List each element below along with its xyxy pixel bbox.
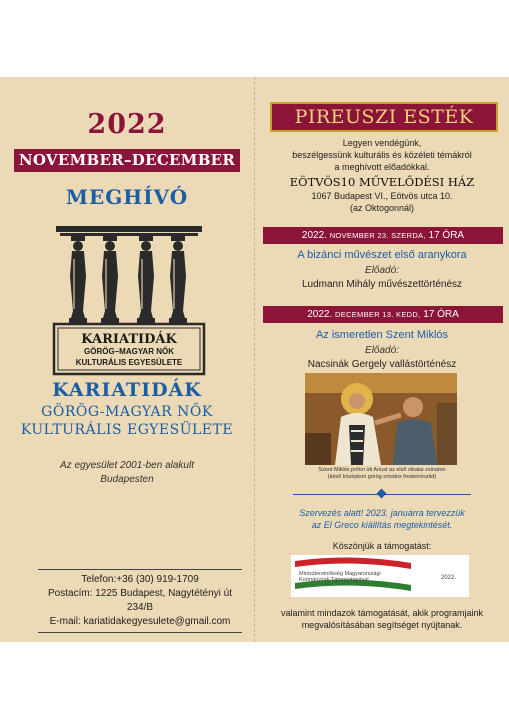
caption-line2: (késő középkori görög ortodox freskórészlet) — [327, 474, 437, 480]
note-line2: az El Greco kiállítás megtekintését. — [311, 520, 453, 530]
note-line1: Szervezés alatt! 2023. januárra tervezzük — [299, 508, 465, 518]
intro-line3: a meghívott előadókkal. — [334, 162, 430, 172]
caption-line1: Szent Miklós pofon üti Ariust az első nikaiai zsinaton — [318, 467, 446, 473]
org-name: KARIATIDÁK — [52, 379, 202, 401]
invite-heading: MEGHÍVÓ — [65, 185, 189, 209]
event-2-presenter: Nacsinák Gergely vallástörténész — [307, 359, 457, 370]
caryatids-logo — [50, 224, 208, 376]
event-1-time: 17 ÓRA — [428, 230, 465, 241]
event-1-presenter-label: Előadó: — [365, 265, 399, 276]
invitation-sheet — [0, 77, 509, 642]
sponsor-line2: Kormányzati Támogatásával — [299, 577, 369, 583]
event-2-date-bar — [263, 306, 503, 323]
event-2-time: 17 ÓRA — [423, 309, 459, 320]
org-subtitle-line2: KULTURÁLIS EGYESÜLETE — [20, 422, 234, 438]
footer-line2: megvalósításában segítséget nyújtanak. — [301, 620, 463, 630]
intro-line1: Legyen vendégünk, — [342, 138, 422, 148]
founded-note — [0, 459, 254, 487]
event-1-date-bar — [263, 227, 503, 244]
event-2-title: Az ismeretlen Szent Miklós — [315, 329, 449, 341]
upcoming-note — [255, 507, 509, 531]
sponsor-logo — [291, 555, 469, 597]
org-subtitle-line1: GÖRÖG-MAGYAR NŐK — [41, 404, 213, 420]
fresco-image — [305, 373, 457, 465]
event-1-title: A bizánci művészet első aranykora — [297, 249, 467, 261]
founded-line1: Az egyesület 2001-ben alakult — [60, 460, 194, 471]
footer-line1: valamint mindazok támogatását, akik programjaink — [280, 608, 484, 618]
thanks-text: Köszönjük a támogatást: — [332, 541, 432, 551]
diamond-ornament — [377, 489, 387, 499]
sponsor-line1: Miniszterelnökség Magyarországi — [299, 571, 381, 577]
event-2-year: 2022. — [307, 309, 333, 320]
org-subtitle — [0, 403, 254, 439]
event-1-date: NOVEMBER 23. SZERDA, — [329, 231, 426, 240]
event-2-presenter-label: Előadó: — [365, 345, 399, 356]
year-heading: 2022 — [87, 109, 167, 140]
event-1-presenter: Ludmann Mihály művészettörténész — [301, 279, 463, 290]
logo-name: KARIATIDÁK — [81, 332, 177, 347]
sponsor-year: 2022. — [441, 575, 457, 581]
address-line1: 1067 Budapest VI., Eötvös utca 10. — [311, 191, 453, 201]
series-title: PIREUSZI ESTÉK — [270, 102, 498, 132]
intro-line2: beszélgessünk kulturális és közéleti témákról — [292, 150, 472, 160]
image-caption — [255, 467, 509, 481]
logo-line3: KULTURÁLIS EGYESÜLETE — [75, 358, 183, 367]
logo-line2: GÖRÖG–MAGYAR NŐK — [84, 347, 174, 356]
founded-line2: Budapesten — [100, 474, 154, 485]
contact-block — [38, 569, 242, 633]
intro-text — [255, 137, 509, 173]
months-banner: NOVEMBER–DECEMBER — [14, 149, 240, 172]
venue-name: EÖTVÖS10 MŰVELŐDÉSI HÁZ — [289, 175, 475, 189]
left-panel — [0, 77, 254, 642]
contact-postal: Postacím: 1225 Budapest, Nagytétényi út 234/B — [48, 588, 232, 613]
event-1-year: 2022. — [301, 230, 327, 241]
address-line2: (az Oktogonnál) — [349, 203, 415, 213]
footer-text — [255, 607, 509, 631]
venue-address — [255, 190, 509, 214]
event-2-date: DECEMBER 13. KEDD, — [335, 310, 421, 319]
contact-phone: Telefon:+36 (30) 919-1709 — [81, 574, 199, 585]
right-panel — [255, 77, 509, 642]
contact-email[interactable]: E-mail: kariatidakegyesulete@gmail.com — [49, 616, 231, 627]
